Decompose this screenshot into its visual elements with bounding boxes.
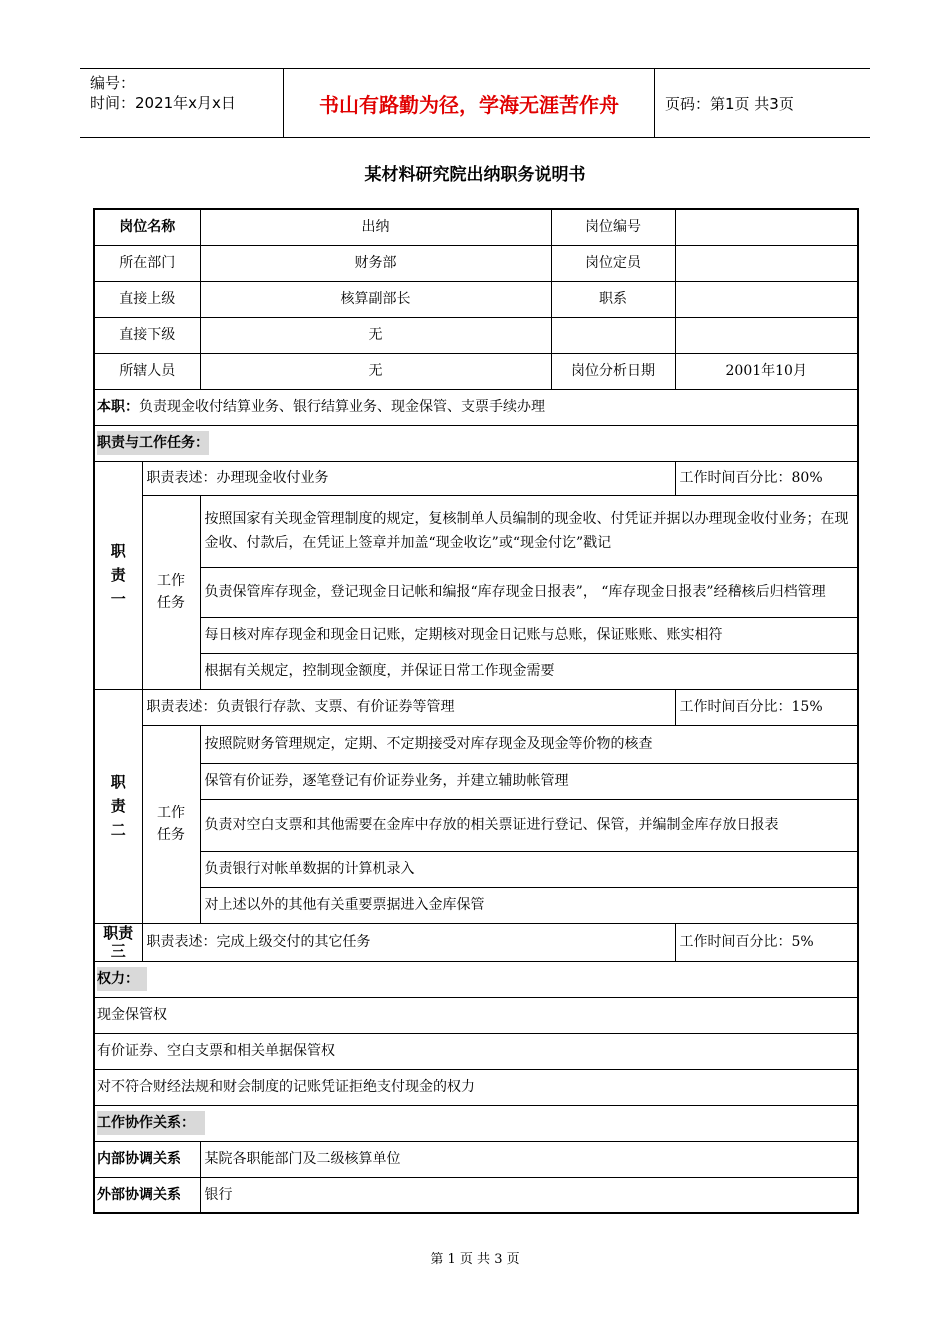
position-name-value: 出纳 bbox=[200, 209, 551, 245]
duty-3-label: 职责 三 bbox=[94, 923, 142, 961]
duty-2-task: 按照院财务管理规定，定期、不定期接受对库存现金及现金等价物的核查 bbox=[200, 725, 858, 763]
relations-section-cell bbox=[94, 1105, 858, 1141]
department-label: 所在部门 bbox=[94, 245, 200, 281]
table-row bbox=[94, 887, 858, 923]
duty-1-description: 职责表述：办理现金收付业务 bbox=[142, 461, 675, 495]
duty-2-task: 对上述以外的其他有关重要票据进入金库保管 bbox=[200, 887, 858, 923]
page-header bbox=[80, 68, 870, 138]
series-label: 职系 bbox=[551, 281, 675, 317]
headcount-label: 岗位定员 bbox=[551, 245, 675, 281]
duty-2-task: 保管有价证券，逐笔登记有价证券业务，并建立辅助帐管理 bbox=[200, 763, 858, 799]
table-row bbox=[94, 567, 858, 617]
staff-value: 无 bbox=[200, 353, 551, 389]
table-row bbox=[94, 689, 858, 725]
duty-2-task: 负责对空白支票和其他需要在金库中存放的相关票证进行登记、保管，并编制金库存放日报表 bbox=[200, 799, 858, 851]
analysis-date-value: 2001年10月 bbox=[675, 353, 858, 389]
table-row bbox=[94, 997, 858, 1033]
relations-label: 工作协作关系： bbox=[97, 1111, 205, 1135]
page-footer: 第 1 页 共 3 页 bbox=[430, 1252, 520, 1267]
table-row bbox=[94, 799, 858, 851]
duty-1-label: 职 责 一 bbox=[94, 461, 142, 689]
headcount-value bbox=[675, 245, 858, 281]
position-name-label: 岗位名称 bbox=[94, 209, 200, 245]
duty-2-description: 职责表述：负责银行存款、支票、有价证券等管理 bbox=[142, 689, 675, 725]
power-item: 对不符合财经法规和财会制度的记账凭证拒绝支付现金的权力 bbox=[94, 1069, 858, 1105]
staff-label: 所辖人员 bbox=[94, 353, 200, 389]
position-code-label: 岗位编号 bbox=[551, 209, 675, 245]
duty-2-tasks-label: 工作 任务 bbox=[142, 725, 200, 923]
power-item: 有价证券、空白支票和相关单据保管权 bbox=[94, 1033, 858, 1069]
duty-1-task: 负责保管库存现金，登记现金日记帐和编报“库存现金日报表”， “库存现金日报表”经稽核后归档管理 bbox=[200, 567, 858, 617]
document-date: 时间：2021年x月x日 bbox=[90, 94, 236, 112]
external-relations-value: 银行 bbox=[200, 1177, 858, 1213]
table-row bbox=[94, 653, 858, 689]
table-row bbox=[94, 389, 858, 425]
table-row bbox=[94, 461, 858, 495]
table-row bbox=[94, 209, 858, 245]
subordinate-value: 无 bbox=[200, 317, 551, 353]
table-row bbox=[94, 1069, 858, 1105]
internal-relations-label: 内部协调关系 bbox=[94, 1141, 200, 1177]
duty-3-percent: 工作时间百分比：5% bbox=[675, 923, 858, 961]
series-value bbox=[675, 281, 858, 317]
core-duty-cell bbox=[94, 389, 858, 425]
table-row bbox=[94, 763, 858, 799]
powers-label: 权力： bbox=[97, 967, 147, 991]
table-row bbox=[94, 317, 858, 353]
position-code-value bbox=[675, 209, 858, 245]
internal-relations-value: 某院各职能部门及二级核算单位 bbox=[200, 1141, 858, 1177]
empty-cell bbox=[675, 317, 858, 353]
empty-cell bbox=[551, 317, 675, 353]
analysis-date-label: 岗位分析日期 bbox=[551, 353, 675, 389]
duty-1-task: 根据有关规定，控制现金额度，并保证日常工作现金需要 bbox=[200, 653, 858, 689]
duties-section-label: 职责与工作任务： bbox=[97, 431, 209, 455]
duty-1-percent: 工作时间百分比：80% bbox=[675, 461, 858, 495]
superior-label: 直接上级 bbox=[94, 281, 200, 317]
table-row bbox=[94, 425, 858, 461]
table-row bbox=[94, 1033, 858, 1069]
duty-2-task: 负责银行对帐单数据的计算机录入 bbox=[200, 851, 858, 887]
duty-2-label: 职 责 二 bbox=[94, 689, 142, 923]
power-item: 现金保管权 bbox=[94, 997, 858, 1033]
table-row bbox=[94, 1141, 858, 1177]
department-value: 财务部 bbox=[200, 245, 551, 281]
document-title: 某材料研究院出纳职务说明书 bbox=[364, 165, 586, 185]
table-row bbox=[94, 923, 858, 961]
external-relations-label: 外部协调关系 bbox=[94, 1177, 200, 1213]
table-row bbox=[94, 281, 858, 317]
superior-value: 核算副部长 bbox=[200, 281, 551, 317]
duty-3-description: 职责表述：完成上级交付的其它任务 bbox=[142, 923, 675, 961]
table-row bbox=[94, 495, 858, 567]
table-row bbox=[94, 961, 858, 997]
header-meta bbox=[80, 69, 283, 137]
job-description-table bbox=[93, 208, 859, 1214]
duties-section-cell bbox=[94, 425, 858, 461]
table-row bbox=[94, 353, 858, 389]
header-page-info: 页码：第1页 共3页 bbox=[665, 94, 794, 113]
duty-1-task: 按照国家有关现金管理制度的规定，复核制单人员编制的现金收、付凭证并据以办理现金收付业务；在现金收、付款后，在凭证上签章并加盖“现金收讫”或“现金付讫”戳记 bbox=[200, 495, 858, 567]
duty-1-task: 每日核对库存现金和现金日记账，定期核对现金日记账与总账，保证账账、账实相符 bbox=[200, 617, 858, 653]
table-row bbox=[94, 851, 858, 887]
core-duty-text: 负责现金收付结算业务、银行结算业务、现金保管、支票手续办理 bbox=[139, 399, 545, 415]
table-row bbox=[94, 725, 858, 763]
table-row bbox=[94, 1177, 858, 1213]
table-row bbox=[94, 1105, 858, 1141]
powers-section-cell bbox=[94, 961, 858, 997]
table-row bbox=[94, 617, 858, 653]
subordinate-label: 直接下级 bbox=[94, 317, 200, 353]
header-slogan: 书山有路勤为径，学海无涯苦作舟 bbox=[283, 69, 655, 137]
table-row bbox=[94, 245, 858, 281]
core-duty-label: 本职： bbox=[97, 399, 139, 415]
duty-2-percent: 工作时间百分比：15% bbox=[675, 689, 858, 725]
document-number: 编号： bbox=[90, 74, 136, 92]
duty-1-tasks-label: 工作 任务 bbox=[142, 495, 200, 689]
